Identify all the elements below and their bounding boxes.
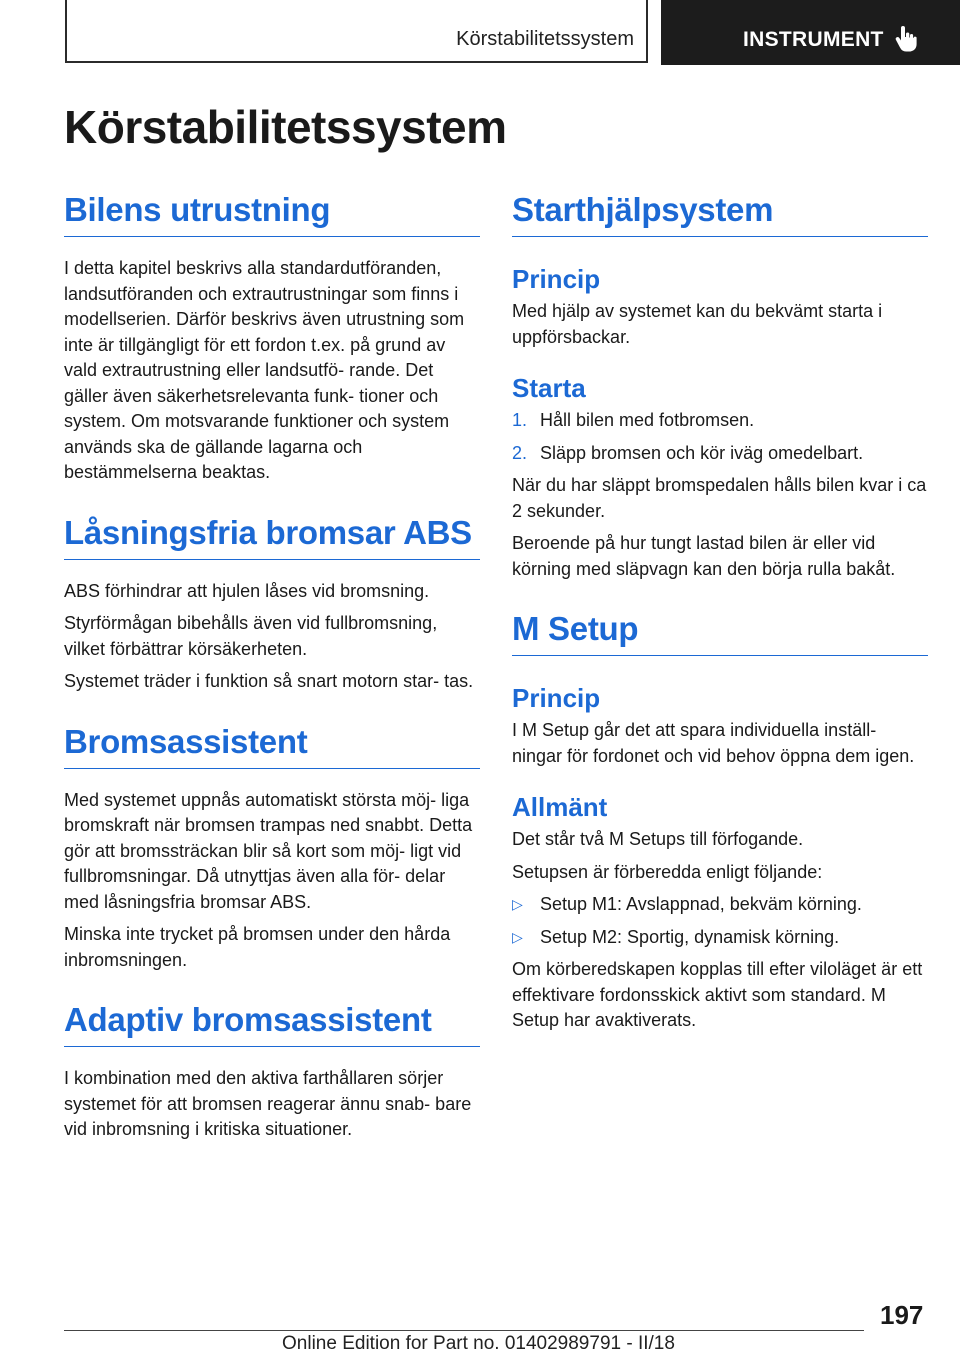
bullet-text: Setup M1: Avslappnad, bekväm körning. (540, 894, 862, 914)
section-abs (64, 513, 480, 695)
footer-edition-text: Online Edition for Part no. 01402989791 - II/18 (282, 1333, 675, 1354)
step-number: 1. (512, 410, 528, 430)
paragraph: Det står två M Setups till förfogande. (512, 829, 804, 849)
section-bilens-utrustning (64, 190, 480, 486)
paragraph: Med systemet uppnås automatiskt största möj‐ liga bromskraft när bromsen trampas ned snabbt. Detta gör att bromssträckan blir så kort som möj‐ ligt vid fullbromsningar. Då utnyttjas även alla för‐ delar med låsningsfria bromsar ABS. (64, 789, 473, 912)
right-column (512, 190, 928, 1041)
paragraph: I M Setup går det att spara individuella inställ‐ ningar för fordonet och vid behov öppna dem igen. (512, 720, 915, 766)
triangle-bullet-icon: ▷ (512, 928, 523, 945)
paragraph: Beroende på hur tungt lastad bilen är eller vid körning med släpvagn kan den börja rulla bakåt. (512, 533, 896, 579)
step-number: 2. (512, 442, 528, 463)
page-title: Körstabilitetssystem (64, 101, 507, 153)
paragraph: Om körberedskapen kopplas till efter viloläget är ett effektivare fordonsskick aktivt som standard. M Setup har avaktiverats. (512, 959, 923, 1030)
left-column (64, 190, 480, 1150)
paragraph: I detta kapitel beskrivs alla standardutföranden, landsutföranden och extrautrustningar som finns i modellserien. Därför beskrivs även utrustning som inte är tillgängligt för ett fordon t.ex. på grund av vald extrautrustning eller landsutfö‐ rande. Det gäller även säkerhetsrelevanta funk‐ tioner och system. Om motsvarande funktioner och system används ska de gällande lagarna och bestämmelserna beaktas. (64, 258, 465, 482)
section-m-setup (512, 609, 928, 1034)
bullet-item (512, 925, 928, 951)
step-item (512, 441, 928, 467)
paragraph: Med hjälp av systemet kan du bekvämt starta i uppförsbackar. (512, 301, 883, 347)
section-heading: Låsningsfria bromsar ABS (64, 513, 480, 560)
step-text: Släpp bromsen och kör iväg omedelbart. (540, 442, 864, 463)
footer-divider (64, 1330, 864, 1331)
subsection-heading: Princip (512, 264, 601, 294)
subsection-heading: Princip (512, 683, 601, 713)
paragraph: I kombination med den aktiva farthållaren sörjer systemet för att bromsen reagerar ännu snab‐ bare vid inbromsning i kritiska situationer. (64, 1068, 472, 1139)
step-item (512, 408, 928, 434)
header-chapter-label: INSTRUMENT (743, 28, 884, 51)
section-adaptiv-bromsassistent (64, 1000, 480, 1143)
paragraph: Minska inte trycket på bromsen under den hårda inbromsningen. (64, 924, 451, 970)
section-bromsassistent (64, 722, 480, 974)
section-heading: Starthjälpsystem (512, 190, 928, 237)
hand-pointer-icon (895, 26, 917, 52)
paragraph: Setupsen är förberedda enligt följande: (512, 861, 823, 882)
section-heading: Bromsassistent (64, 722, 480, 769)
paragraph: Styrförmågan bibehålls även vid fullbromsning, vilket förbättrar körsäkerheten. (64, 613, 438, 659)
paragraph: ABS förhindrar att hjulen låses vid bromsning. (64, 580, 430, 601)
page-number: 197 (880, 1300, 924, 1330)
section-heading: Bilens utrustning (64, 190, 480, 237)
header-section-tab (65, 0, 648, 63)
paragraph: När du har släppt bromspedalen hålls bilen kvar i ca 2 sekunder. (512, 475, 927, 521)
step-list (512, 408, 928, 466)
bullet-item (512, 892, 928, 918)
header-section-title: Körstabilitetssystem (456, 28, 634, 50)
paragraph: Systemet träder i funktion så snart motorn star‐ tas. (64, 671, 474, 691)
subsection-heading: Allmänt (512, 792, 608, 822)
section-heading: Adaptiv bromsassistent (64, 1000, 480, 1047)
step-text: Håll bilen med fotbromsen. (540, 410, 755, 430)
header-chapter-tab[interactable] (661, 0, 960, 65)
subsection-heading: Starta (512, 373, 586, 403)
bullet-text: Setup M2: Sportig, dynamisk körning. (540, 926, 840, 947)
section-starthjalpsystem (512, 190, 928, 582)
bullet-list (512, 892, 928, 950)
triangle-bullet-icon: ▷ (512, 896, 523, 912)
section-heading: M Setup (512, 609, 928, 656)
